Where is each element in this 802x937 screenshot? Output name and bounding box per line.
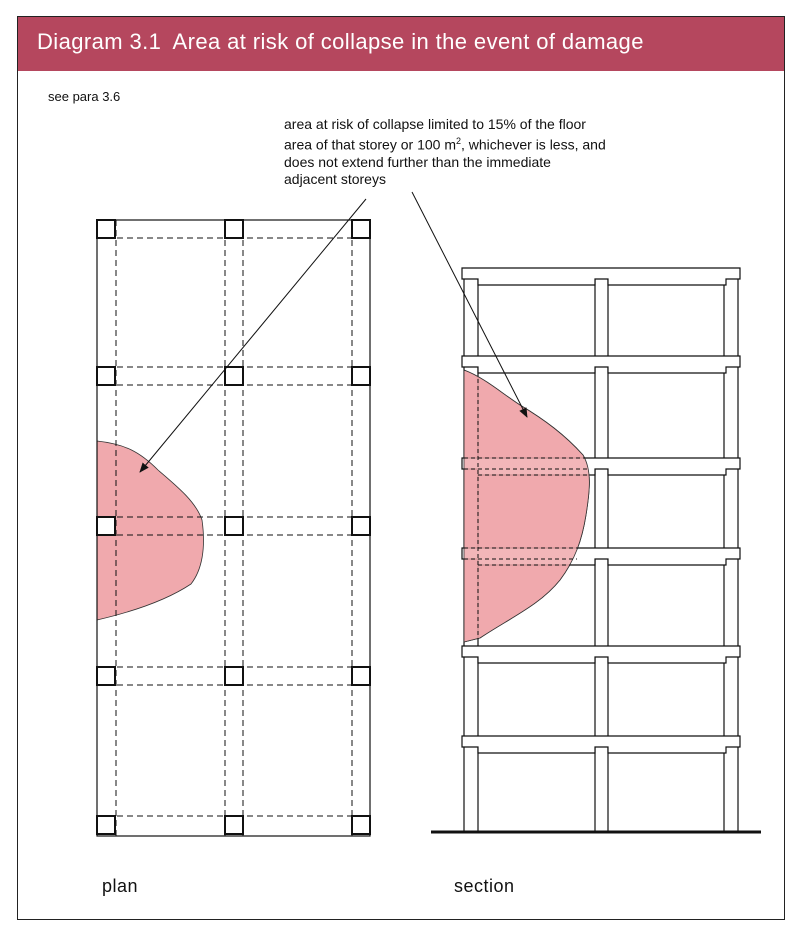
para-reference: see para 3.6 — [48, 89, 121, 104]
annotation-line-4: adjacent storeys — [284, 170, 386, 187]
section-collapse-overlay — [464, 370, 589, 642]
plan-leader-arrow — [140, 199, 366, 472]
annotation-line-3: does not extend further than the immediate — [284, 153, 551, 170]
annotation-line-2: area of that storey or 100 $m^2$, whichever is less, and — [284, 136, 606, 153]
annotation-line-1: area at risk of collapse limited to 15% of the floor — [284, 116, 586, 132]
diagram-number: Diagram 3.1 — [37, 29, 162, 54]
plan-view — [97, 220, 370, 836]
diagram-title-text: Area at risk of collapse in the event of damage — [172, 29, 644, 54]
section-caption: section — [454, 876, 515, 896]
plan-caption: plan — [102, 876, 139, 896]
section-view — [431, 268, 761, 832]
